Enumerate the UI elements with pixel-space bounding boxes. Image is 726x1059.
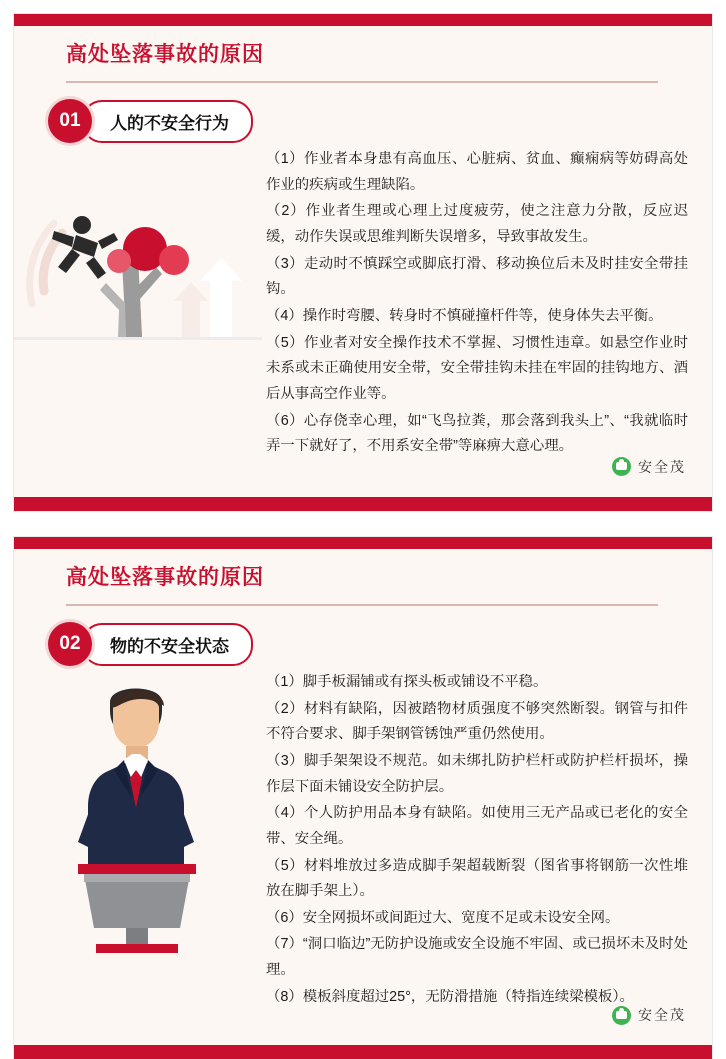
wechat-green-logo-icon: [612, 1006, 631, 1025]
section-number-badge: 01: [48, 99, 92, 143]
list-item: （8）模板斜度超过25°，无防滑措施（特指连续梁模板）。: [266, 988, 634, 1005]
wechat-green-logo-icon: [612, 457, 631, 476]
man-at-podium-illustration: [14, 666, 262, 956]
illustration-column: [14, 143, 262, 356]
list-item: （6）安全网损坏或间距过大、宽度不足或未设安全网。: [266, 909, 620, 926]
reason-list-01: [262, 143, 712, 471]
section-label: 人的不安全行为: [82, 100, 253, 143]
list-item: （1）脚手板漏铺或有探头板或铺设不平稳。: [266, 674, 548, 691]
page-root: [0, 14, 726, 1059]
card-gap: [0, 511, 726, 523]
brand-footer: [612, 1005, 686, 1025]
list-item: （1）作业者本身患有高血压、心脏病、贫血、癫痫病等妨碍高处作业的疾病或生理缺陷。: [266, 151, 688, 193]
content-row: [14, 143, 712, 471]
card-body: [14, 549, 712, 1046]
list-item: （2）材料有缺陷，因被踏物材质强度不够突然断裂。钢管与扣件不符合要求、脚手架钢管锈蚀严重仍然使用。: [266, 700, 688, 743]
list-item: （4）个人防护用品本身有缺陷。如使用三无产品或已老化的安全带、安全绳。: [266, 805, 688, 847]
list-item: （5）作业者对安全操作技术不掌握、习惯性违章。如悬空作业时未系或未正确使用安全带，安全带挂钩未挂在牢固的挂钩地方、酒后从事高空作业等。: [266, 334, 688, 402]
brand-name: 安全茂: [638, 458, 686, 475]
card-top-bar: [14, 14, 712, 26]
list-item: （3）走动时不慎踩空或脚底打滑、移动换位后未及时挂安全带挂钩。: [266, 255, 688, 298]
content-row: [14, 666, 712, 1021]
section-title-row: [14, 549, 712, 596]
list-item: （5）材料堆放过多造成脚手架超载断裂（图省事将钢筋一次性堆放在脚手架上）。: [266, 857, 688, 900]
card-section-01: [14, 14, 712, 511]
section-badge-row: [48, 622, 712, 666]
page-title: 高处坠落事故的原因: [66, 565, 264, 589]
man-falling-from-tree-illustration: [14, 141, 262, 356]
card-bottom-bar: [14, 1045, 712, 1059]
list-item: （6）心存侥幸心理，如“飞鸟拉粪，那会落到我头上”、“我就临时弄一下就好了，不用系安全带”等麻痹大意心理。: [266, 412, 688, 455]
card-section-02: [14, 537, 712, 1059]
reason-list-02: [262, 666, 712, 1021]
section-number-badge: 02: [48, 622, 92, 666]
title-divider: [66, 604, 658, 606]
list-item: （7）“洞口临边”无防护设施或安全设施不牢固、或已损坏未及时处理。: [266, 936, 688, 979]
illustration-column: [14, 666, 262, 956]
brand-footer: [612, 457, 686, 477]
page-title: 高处坠落事故的原因: [66, 43, 264, 66]
title-divider: [66, 81, 658, 83]
list-item: （2）作业者生理或心理上过度疲劳，使之注意力分散，反应迟缓，动作失误或思维判断失误增多，导致事故发生。: [266, 203, 688, 246]
section-label: 物的不安全状态: [82, 623, 253, 666]
section-badge-row: [48, 99, 712, 143]
brand-name: 安全茂: [638, 1007, 686, 1024]
card-top-bar: [14, 537, 712, 549]
section-title-row: [14, 26, 712, 73]
card-bottom-bar: [14, 497, 712, 511]
card-body: [14, 26, 712, 497]
list-item: （3）脚手架架设不规范。如未绑扎防护栏杆或防护栏杆损坏，操作层下面未铺设安全防护层。: [266, 752, 688, 795]
list-item: （4）操作时弯腰、转身时不慎碰撞杆件等，使身体失去平衡。: [266, 308, 663, 325]
